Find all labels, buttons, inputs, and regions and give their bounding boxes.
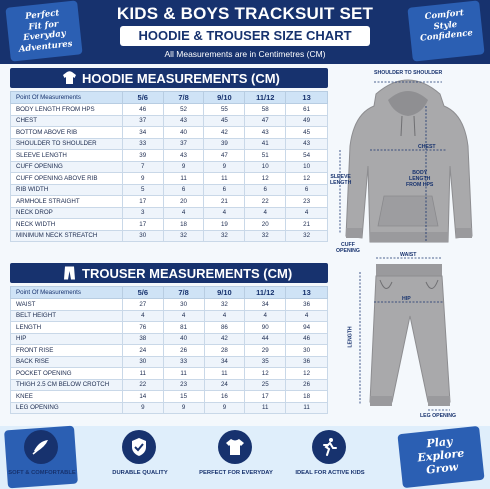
measurement-value: 11 bbox=[163, 368, 204, 380]
measurement-value: 6 bbox=[204, 184, 245, 196]
badge-right-text: Comfort Style Confidence bbox=[419, 8, 474, 44]
measurement-value: 4 bbox=[204, 207, 245, 219]
column-header-size: 9/10 bbox=[204, 287, 245, 299]
column-header-size: 7/8 bbox=[163, 287, 204, 299]
measurement-value: 17 bbox=[122, 219, 163, 231]
measurement-name: LEG OPENING bbox=[11, 402, 123, 414]
garment-illustrations bbox=[330, 66, 490, 426]
measurement-value: 29 bbox=[245, 345, 286, 357]
column-header-size: 5/6 bbox=[122, 287, 163, 299]
measurement-value: 94 bbox=[286, 322, 328, 334]
table-row bbox=[11, 379, 328, 391]
measurement-value: 43 bbox=[245, 127, 286, 139]
measurement-name: CUFF OPENING bbox=[11, 161, 123, 173]
measurement-name: RIB WIDTH bbox=[11, 184, 123, 196]
measurement-value: 24 bbox=[204, 379, 245, 391]
table-row bbox=[11, 127, 328, 139]
measurement-value: 81 bbox=[163, 322, 204, 334]
measurement-value: 40 bbox=[163, 127, 204, 139]
measurement-value: 4 bbox=[122, 310, 163, 322]
measurement-value: 47 bbox=[245, 115, 286, 127]
measurement-value: 43 bbox=[163, 115, 204, 127]
measurement-name: ARMHOLE STRAIGHT bbox=[11, 196, 123, 208]
measurement-value: 49 bbox=[286, 115, 328, 127]
table-row bbox=[11, 368, 328, 380]
measurement-name: THIGH 2.5 CM BELOW CROTCH bbox=[11, 379, 123, 391]
table-row bbox=[11, 150, 328, 162]
label-length: LENGTH bbox=[347, 326, 354, 348]
label-hip: HIP bbox=[402, 296, 411, 302]
measurement-value: 35 bbox=[245, 356, 286, 368]
measurement-value: 32 bbox=[204, 299, 245, 311]
label-body-length: BODY LENGTH FROM HPS bbox=[406, 170, 434, 188]
measurement-value: 45 bbox=[286, 127, 328, 139]
feature-active bbox=[290, 428, 370, 486]
measurement-value: 4 bbox=[286, 310, 328, 322]
measurement-value: 14 bbox=[122, 391, 163, 403]
measurement-value: 9 bbox=[204, 161, 245, 173]
table-row bbox=[11, 196, 328, 208]
measurement-name: MINIMUM NECK STREATCH bbox=[11, 230, 123, 242]
table-row bbox=[11, 173, 328, 185]
measurement-value: 4 bbox=[245, 310, 286, 322]
feature-durable bbox=[100, 428, 180, 486]
badge-right bbox=[407, 0, 484, 61]
measurement-value: 27 bbox=[122, 299, 163, 311]
hoodie-section-title: HOODIE MEASUREMENTS (CM) bbox=[82, 71, 280, 86]
measurement-value: 12 bbox=[245, 368, 286, 380]
measurement-value: 22 bbox=[245, 196, 286, 208]
label-sleeve: SLEEVE LENGTH bbox=[330, 174, 352, 186]
measurement-name: LENGTH bbox=[11, 322, 123, 334]
units-note: All Measurements are in Centimetres (CM) bbox=[164, 49, 326, 59]
measurement-value: 36 bbox=[286, 299, 328, 311]
measurement-value: 11 bbox=[204, 368, 245, 380]
measurement-value: 42 bbox=[204, 127, 245, 139]
measurement-value: 21 bbox=[286, 219, 328, 231]
column-header-size: 9/10 bbox=[204, 92, 245, 104]
measurement-value: 4 bbox=[245, 207, 286, 219]
table-row bbox=[11, 230, 328, 242]
play-badge-text: Play Explore Grow bbox=[416, 434, 465, 477]
measurement-value: 45 bbox=[204, 115, 245, 127]
table-row bbox=[11, 115, 328, 127]
measurement-value: 40 bbox=[163, 333, 204, 345]
measurement-value: 32 bbox=[245, 230, 286, 242]
hoodie-table bbox=[10, 91, 328, 242]
table-row bbox=[11, 356, 328, 368]
table-row bbox=[11, 161, 328, 173]
measurement-value: 4 bbox=[163, 310, 204, 322]
measurement-value: 10 bbox=[286, 161, 328, 173]
table-row bbox=[11, 333, 328, 345]
trouser-icon bbox=[62, 266, 77, 280]
shield-check-icon bbox=[122, 430, 156, 464]
measurement-value: 3 bbox=[122, 207, 163, 219]
column-header-size: 7/8 bbox=[163, 92, 204, 104]
label-cuff: CUFF OPENING bbox=[336, 242, 360, 254]
measurement-value: 33 bbox=[122, 138, 163, 150]
column-header-size: 11/12 bbox=[245, 287, 286, 299]
measurement-value: 30 bbox=[163, 299, 204, 311]
measurement-value: 11 bbox=[163, 173, 204, 185]
label-shoulder: SHOULDER TO SHOULDER bbox=[374, 70, 443, 76]
label-waist: WAIST bbox=[400, 252, 417, 258]
measurement-value: 34 bbox=[204, 356, 245, 368]
hoodie-icon bbox=[62, 71, 77, 85]
measurement-value: 32 bbox=[286, 230, 328, 242]
label-leg-opening: LEG OPENING bbox=[420, 413, 457, 419]
measurement-value: 43 bbox=[286, 138, 328, 150]
measurement-value: 19 bbox=[204, 219, 245, 231]
table-row bbox=[11, 310, 328, 322]
column-header-point: Point Of Measurements bbox=[11, 287, 123, 299]
measurement-value: 46 bbox=[286, 333, 328, 345]
measurement-value: 17 bbox=[122, 196, 163, 208]
measurement-value: 11 bbox=[122, 368, 163, 380]
measurement-value: 12 bbox=[245, 173, 286, 185]
header-banner bbox=[0, 0, 490, 64]
measurement-value: 10 bbox=[245, 161, 286, 173]
measurement-name: BACK RISE bbox=[11, 356, 123, 368]
measurement-value: 9 bbox=[163, 161, 204, 173]
measurement-value: 4 bbox=[204, 310, 245, 322]
measurement-name: SLEEVE LENGTH bbox=[11, 150, 123, 162]
measurement-value: 28 bbox=[204, 345, 245, 357]
measurement-value: 42 bbox=[204, 333, 245, 345]
measurement-value: 30 bbox=[286, 345, 328, 357]
table-row bbox=[11, 345, 328, 357]
trouser-table-body bbox=[11, 299, 328, 414]
trouser-drawing bbox=[370, 264, 450, 406]
measurement-value: 6 bbox=[245, 184, 286, 196]
measurement-name: HIP bbox=[11, 333, 123, 345]
measurement-value: 37 bbox=[163, 138, 204, 150]
table-row bbox=[11, 402, 328, 414]
measurement-value: 38 bbox=[122, 333, 163, 345]
measurement-value: 58 bbox=[245, 104, 286, 116]
measurement-value: 22 bbox=[122, 379, 163, 391]
measurement-name: BOTTOM ABOVE RIB bbox=[11, 127, 123, 139]
feature-label-active: IDEAL FOR ACTIVE KIDS bbox=[295, 470, 365, 476]
measurement-value: 34 bbox=[122, 127, 163, 139]
tshirt-icon bbox=[218, 430, 252, 464]
measurement-name: CHEST bbox=[11, 115, 123, 127]
table-row bbox=[11, 184, 328, 196]
measurement-value: 30 bbox=[122, 230, 163, 242]
column-header-size: 11/12 bbox=[245, 92, 286, 104]
measurement-value: 26 bbox=[163, 345, 204, 357]
measurement-value: 30 bbox=[122, 356, 163, 368]
table-row bbox=[11, 207, 328, 219]
column-header-size: 5/6 bbox=[122, 92, 163, 104]
hoodie-drawing bbox=[346, 80, 472, 242]
measurement-value: 54 bbox=[286, 150, 328, 162]
footer-features bbox=[0, 426, 490, 489]
column-header-size: 13 bbox=[286, 92, 328, 104]
measurement-value: 33 bbox=[163, 356, 204, 368]
measurement-value: 17 bbox=[245, 391, 286, 403]
hoodie-table-body bbox=[11, 104, 328, 242]
measurement-value: 9 bbox=[163, 402, 204, 414]
chart-subtitle: HOODIE & TROUSER SIZE CHART bbox=[120, 26, 370, 46]
table-row bbox=[11, 299, 328, 311]
measurement-value: 6 bbox=[286, 184, 328, 196]
badge-left-text: Perfect Fit for Everyday Adventures bbox=[18, 8, 73, 55]
measurement-value: 34 bbox=[245, 299, 286, 311]
running-person-icon bbox=[312, 430, 346, 464]
measurement-value: 41 bbox=[245, 138, 286, 150]
measurement-value: 20 bbox=[163, 196, 204, 208]
label-chest: CHEST bbox=[418, 144, 436, 150]
measurement-value: 12 bbox=[286, 368, 328, 380]
measurement-value: 36 bbox=[286, 356, 328, 368]
measurement-value: 18 bbox=[286, 391, 328, 403]
trouser-section-title: TROUSER MEASUREMENTS (CM) bbox=[82, 266, 293, 281]
feature-soft bbox=[2, 428, 82, 486]
measurement-value: 5 bbox=[122, 184, 163, 196]
feature-label-durable: DURABLE QUALITY bbox=[112, 470, 168, 476]
measurement-value: 61 bbox=[286, 104, 328, 116]
measurement-value: 12 bbox=[286, 173, 328, 185]
table-row bbox=[11, 219, 328, 231]
measurement-value: 20 bbox=[245, 219, 286, 231]
measurement-name: POCKET OPENING bbox=[11, 368, 123, 380]
table-row bbox=[11, 322, 328, 334]
measurement-value: 51 bbox=[245, 150, 286, 162]
measurement-value: 11 bbox=[204, 173, 245, 185]
measurement-value: 6 bbox=[163, 184, 204, 196]
measurement-value: 18 bbox=[163, 219, 204, 231]
measurement-value: 26 bbox=[286, 379, 328, 391]
measurement-value: 9 bbox=[204, 402, 245, 414]
table-row bbox=[11, 138, 328, 150]
measurement-value: 55 bbox=[204, 104, 245, 116]
measurement-value: 47 bbox=[204, 150, 245, 162]
measurement-name: WAIST bbox=[11, 299, 123, 311]
measurement-value: 43 bbox=[163, 150, 204, 162]
main-title: KIDS & BOYS TRACKSUIT SET bbox=[116, 4, 374, 23]
measurement-value: 46 bbox=[122, 104, 163, 116]
measurement-value: 15 bbox=[163, 391, 204, 403]
table-row bbox=[11, 104, 328, 116]
trouser-table-header bbox=[11, 287, 328, 299]
measurement-value: 32 bbox=[204, 230, 245, 242]
measurement-value: 39 bbox=[122, 150, 163, 162]
measurement-value: 23 bbox=[286, 196, 328, 208]
measurement-name: BODY LENGTH FROM HPS bbox=[11, 104, 123, 116]
measurement-value: 4 bbox=[286, 207, 328, 219]
measurement-name: NECK WIDTH bbox=[11, 219, 123, 231]
trouser-section-header bbox=[10, 263, 328, 283]
measurement-value: 86 bbox=[204, 322, 245, 334]
measurement-value: 37 bbox=[122, 115, 163, 127]
feature-label-everyday: PERFECT FOR EVERYDAY bbox=[199, 470, 273, 476]
measurement-value: 7 bbox=[122, 161, 163, 173]
measurement-value: 32 bbox=[163, 230, 204, 242]
measurement-value: 23 bbox=[163, 379, 204, 391]
measurement-value: 16 bbox=[204, 391, 245, 403]
trouser-table bbox=[10, 286, 328, 414]
feature-label-soft: SOFT & COMFORTABLE bbox=[8, 470, 76, 476]
measurement-value: 25 bbox=[245, 379, 286, 391]
measurement-value: 11 bbox=[245, 402, 286, 414]
measurement-value: 9 bbox=[122, 173, 163, 185]
measurement-name: BELT HEIGHT bbox=[11, 310, 123, 322]
hand-feather-icon bbox=[24, 430, 58, 464]
measurement-value: 21 bbox=[204, 196, 245, 208]
measurement-name: KNEE bbox=[11, 391, 123, 403]
table-row bbox=[11, 391, 328, 403]
play-badge bbox=[397, 426, 484, 488]
hoodie-table-header bbox=[11, 92, 328, 104]
measurement-value: 11 bbox=[286, 402, 328, 414]
measurement-name: CUFF OPENING ABOVE RIB bbox=[11, 173, 123, 185]
measurement-value: 9 bbox=[122, 402, 163, 414]
measurement-name: FRONT RISE bbox=[11, 345, 123, 357]
measurement-value: 24 bbox=[122, 345, 163, 357]
hoodie-section-header bbox=[10, 68, 328, 88]
measurement-value: 4 bbox=[163, 207, 204, 219]
measurement-value: 76 bbox=[122, 322, 163, 334]
column-header-point: Point Of Measurements bbox=[11, 92, 123, 104]
measurement-name: SHOULDER TO SHOULDER bbox=[11, 138, 123, 150]
feature-everyday bbox=[196, 428, 276, 486]
column-header-size: 13 bbox=[286, 287, 328, 299]
measurement-value: 39 bbox=[204, 138, 245, 150]
measurement-value: 90 bbox=[245, 322, 286, 334]
measurement-value: 44 bbox=[245, 333, 286, 345]
measurement-name: NECK DROP bbox=[11, 207, 123, 219]
measurement-value: 52 bbox=[163, 104, 204, 116]
